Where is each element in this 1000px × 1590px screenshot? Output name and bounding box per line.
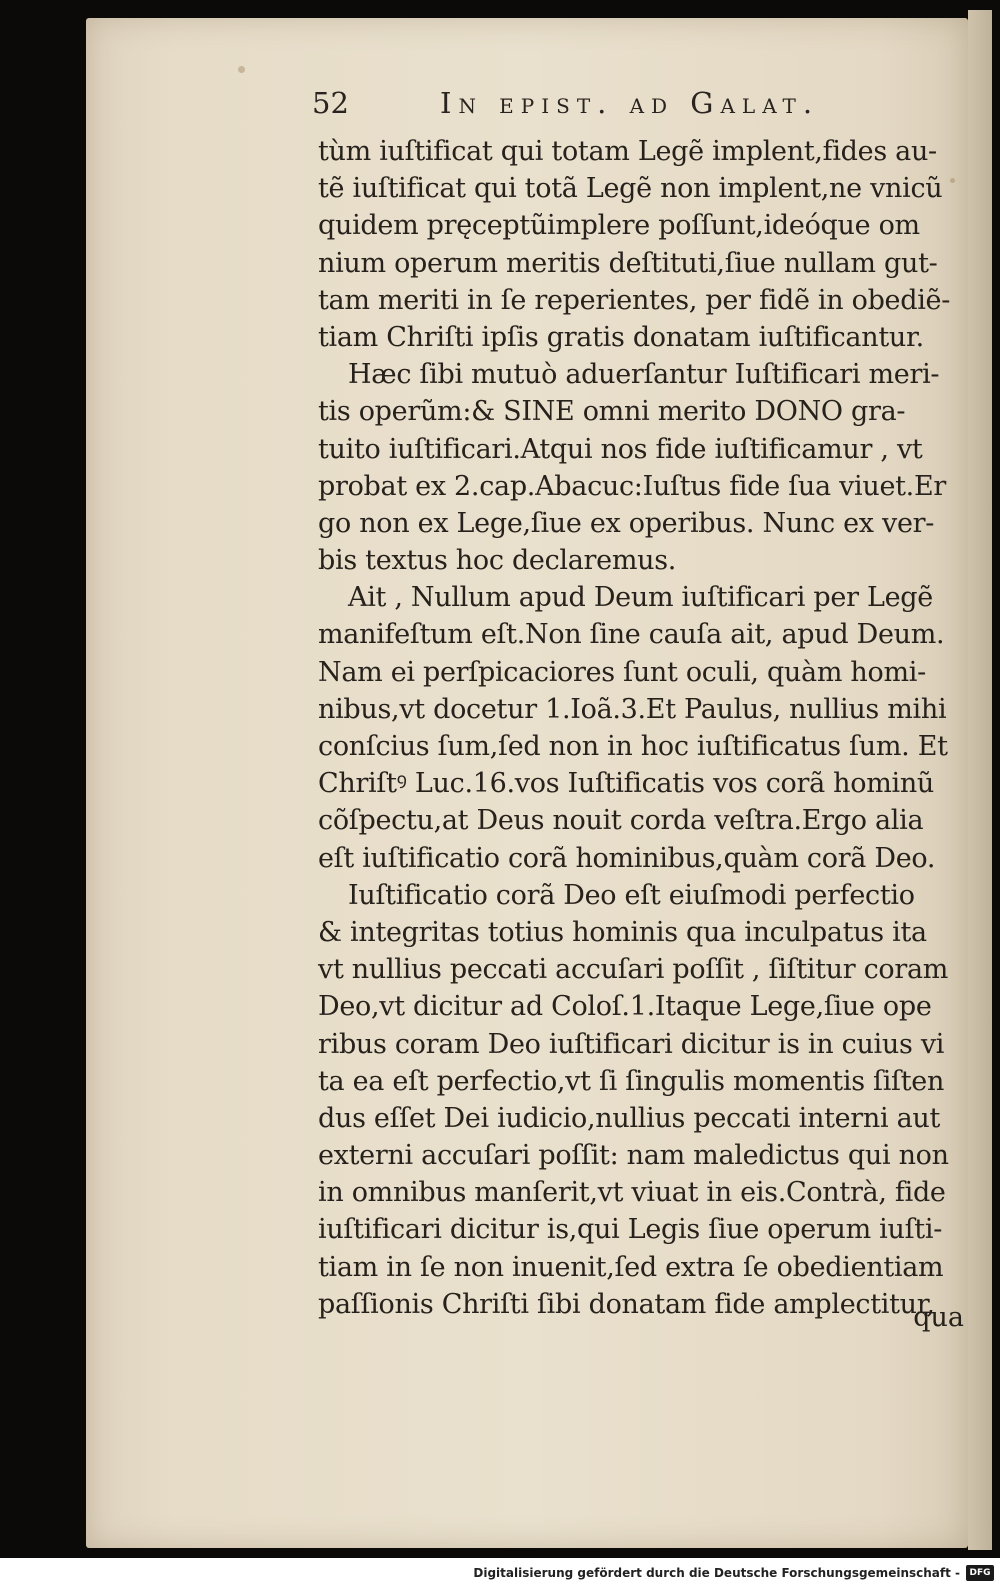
text-line: tiam in ſe non inuenit,ſed extra ſe obedientiam: [318, 1251, 944, 1283]
text-line: conſcius ſum,ſed non in hoc iuſtificatus ſum. Et: [318, 731, 948, 762]
text-line: dus eſſet Dei iudicio,nullius peccati interni aut: [318, 1102, 941, 1134]
text-line: Ait , Nullum apud Deum iuſtificari per Legẽ: [348, 582, 933, 614]
text-line: tùm iuſtificat qui totam Legẽ implent,fides au-: [318, 136, 937, 167]
text-line: paſſionis Chriſti ſibi donatam fide amplectitur,: [318, 1288, 935, 1320]
text-line: nium operum meritis deſtituti,ſiue nullam gut-: [318, 247, 938, 279]
text-line: Chriſtꝰ Luc.16.vos Iuſtificatis vos corã hominũ: [318, 768, 935, 800]
text-line: quidem pręceptũimplere poſſunt,ideóque om: [318, 210, 920, 242]
text-line: tuito iuſtificari.Atqui nos fide iuſtificamur , vt: [318, 433, 923, 465]
text-line: tiam Chriſti ipſis gratis donatam iuſtificantur.: [318, 321, 924, 353]
text-line: vt nullius peccati accuſari poſſit , ſiſtitur coram: [318, 954, 949, 986]
page-number: 52: [312, 86, 349, 120]
dfg-logo: DFG: [966, 1565, 994, 1581]
catchword: qua: [913, 1302, 964, 1333]
funding-credit: Digitalisierung gefördert durch die Deutsche Forschungsgemeinschaft -: [473, 1566, 960, 1580]
text-line: tam meriti in ſe reperientes, per fidẽ in obediẽ-: [318, 284, 951, 316]
text-line: Nam ei perſpicaciores ſunt oculi, quàm homi-: [318, 656, 926, 688]
body-text: [318, 133, 964, 1323]
digitization-footer: [0, 1558, 1000, 1590]
text-line: ta ea eſt perfectio,vt ſi ſingulis momentis ſiſten: [318, 1065, 945, 1097]
text-line: Deo,vt dicitur ad Coloſ.1.Itaque Lege,ſiue ope: [318, 991, 932, 1023]
text-line: iuſtificari dicitur is,qui Legis ſiue operum iuſti-: [318, 1214, 943, 1246]
text-line: manifeſtum eſt.Non ſine cauſa ait, apud Deum.: [318, 619, 945, 651]
text-line: externi accuſari poſſit: nam maledictus qui non: [318, 1140, 949, 1172]
text-line: tẽ iuſtificat qui totã Legẽ non implent,ne vnicũ: [318, 173, 943, 205]
text-line: Hæc ſibi mutuò aduerſantur Iuſtificari meri-: [348, 359, 940, 391]
foxing-spot: [238, 66, 245, 73]
text-line: tis operũm:& SINE omni merito DONO gra-: [318, 396, 906, 428]
text-line: bis textus hoc declaremus.: [318, 545, 677, 577]
text-line: Iuſtificatio corã Deo eſt eiuſmodi perfectio: [348, 879, 915, 911]
text-line: & integritas totius hominis qua inculpatus ita: [318, 916, 927, 948]
text-line: go non ex Lege,ſiue ex operibus. Nunc ex ver-: [318, 507, 935, 539]
text-line: probat ex 2.cap.Abacuc:Iuſtus fide ſua viuet.Er: [318, 470, 946, 502]
running-header: [312, 86, 952, 126]
text-line: nibus,vt docetur 1.Ioã.3.Et Paulus, nullius mihi: [318, 693, 947, 725]
text-line: ribus coram Deo iuſtificari dicitur is in cuius vi: [318, 1028, 945, 1060]
running-title: In epist. ad Galat.: [440, 86, 820, 120]
facing-page-edge: [968, 10, 992, 1550]
text-line: cõſpectu,at Deus nouit corda veſtra.Ergo alia: [318, 805, 924, 837]
text-line: eſt iuſtificatio corã hominibus,quàm corã Deo.: [318, 842, 936, 874]
text-line: in omnibus manſerit,vt viuat in eis.Contrà, fide: [318, 1177, 946, 1209]
